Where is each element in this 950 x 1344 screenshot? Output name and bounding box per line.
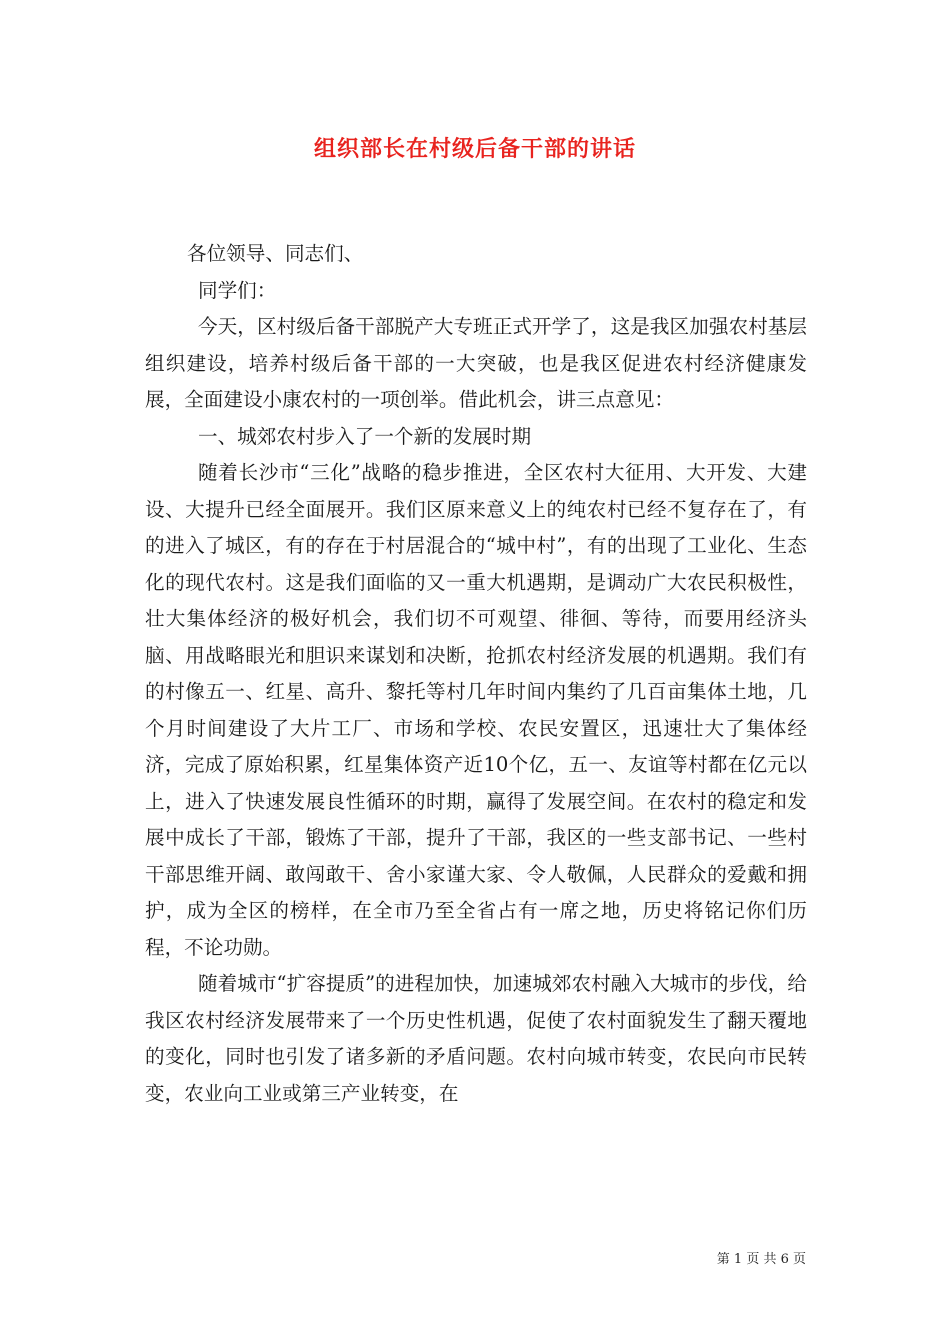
document-body bbox=[145, 236, 807, 1112]
paragraph-body-1: 随着长沙市“三化”战略的稳步推进，全区农村大征用、大开发、大建设、大提升已经全面展开。我们区原来意义上的纯农村已经不复存在了，有的进入了城区，有的存在于村居混合的“城中村”，有的出现了工业化、生态化的现代农村。这是我们面临的又一重大机遇期，是调动广大农民积极性，壮大集体经济的极好机会，我们切不可观望、徘徊、等待，而要用经济头脑、用战略眼光和胆识来谋划和决断，抢抓农村经济发展的机遇期。我们有的村像五一、红星、高升、黎托等村几年时间内集约了几百亩集体土地，几个月时间建设了大片工厂、市场和学校、农民安置区，迅速壮大了集体经济，完成了原始积累，红星集体资产近10个亿，五一、友谊等村都在亿元以上，进入了快速发展良性循环的时期，赢得了发展空间。在农村的稳定和发展中成长了干部，锻炼了干部，提升了干部，我区的一些支部书记、一些村干部思维开阔、敢闯敢干、舍小家谨大家、令人敬佩，人民群众的爱戴和拥护，成为全区的榜样，在全市乃至全省占有一席之地，历史将铭记你们历程，不论功勋。 bbox=[145, 461, 807, 959]
paragraph-intro: 今天，区村级后备干部脱产大专班正式开学了，这是我区加强农村基层组织建设，培养村级后备干部的一大突破，也是我区促进农村经济健康发展，全面建设小康农村的一项创举。借此机会，讲三点意见： bbox=[145, 315, 807, 411]
paragraph-body-2: 随着城市“扩容提质”的进程加快，加速城郊农村融入大城市的步伐，给我区农村经济发展带来了一个历史性机遇，促使了农村面貌发生了翻天覆地的变化，同时也引发了诸多新的矛盾问题。农村向城市转变，农民向市民转变，农业向工业或第三产业转变，在 bbox=[145, 972, 807, 1105]
greeting-line-2: 同学们： bbox=[198, 278, 277, 302]
section-heading-1: 一、城郊农村步入了一个新的发展时期 bbox=[198, 424, 532, 448]
page-number: 第 1 页 共 6 页 bbox=[716, 1252, 806, 1267]
document-title: 组织部长在村级后备干部的讲话 bbox=[313, 136, 636, 162]
greeting-line-1: 各位领导、同志们、 bbox=[187, 242, 364, 265]
